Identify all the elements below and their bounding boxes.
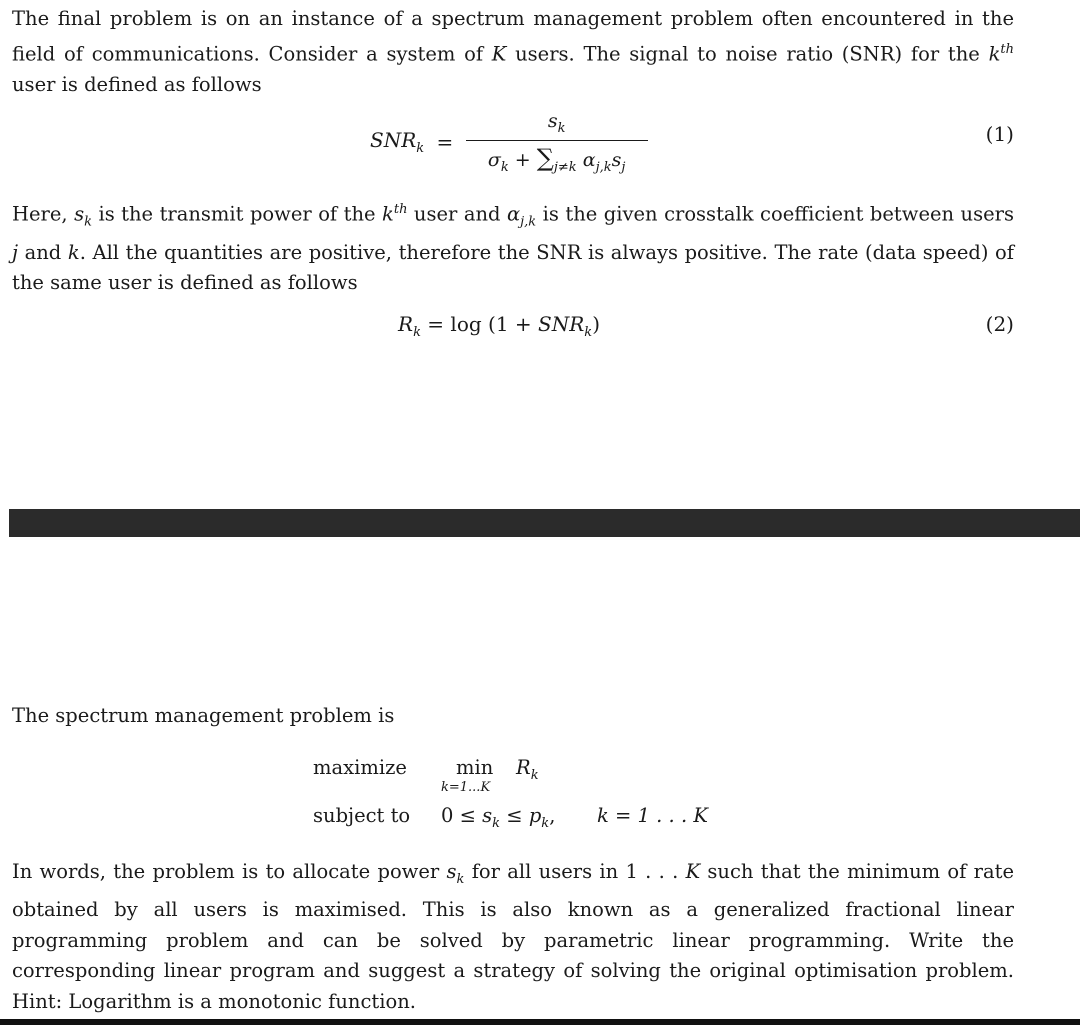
intro-text: user is defined as follows bbox=[12, 72, 262, 96]
eq2-rhs-close: ) bbox=[592, 312, 600, 336]
para3-text: such that the minimum of rate obtained by all users is maximised. This is also known as a generalized fractional linear programming problem and can be solved by parametric linear programming. Write the corresponding linear program and suggest a strategy of solving the original optimisation problem. Hint: Logarithm is a monotonic function. bbox=[12, 860, 1014, 1013]
eq2-lhs: R bbox=[398, 312, 414, 336]
bottom-rule bbox=[0, 1019, 1080, 1025]
constraint-range: k = 1 . . . K bbox=[597, 804, 708, 827]
eq1-plus: + bbox=[514, 149, 531, 172]
constraint bbox=[441, 804, 555, 831]
eq1-num-s: s bbox=[547, 110, 558, 132]
constraint-comma: , bbox=[549, 804, 556, 827]
eq2-snr: SNR bbox=[538, 312, 585, 336]
eq1-lhs-text: SNR bbox=[370, 128, 417, 153]
constraint-s: s bbox=[482, 804, 493, 827]
equation-number-2: (2) bbox=[985, 312, 1014, 336]
separator-bar bbox=[9, 509, 1080, 537]
para2-text: and bbox=[18, 240, 68, 264]
eq1-alpha: α bbox=[582, 149, 596, 172]
var-K: K bbox=[491, 42, 507, 65]
eq1-num-sub: k bbox=[557, 120, 566, 136]
problem-intro: The spectrum management problem is bbox=[12, 704, 395, 727]
para2-text: Here, bbox=[12, 202, 75, 226]
eq1-equals: = bbox=[436, 130, 454, 155]
explanation-paragraph bbox=[12, 857, 1014, 1017]
maximize-label: maximize bbox=[313, 756, 407, 779]
eq1-den-s-sub: j bbox=[621, 159, 626, 175]
equation-2 bbox=[398, 312, 600, 340]
eq2-snr-sub: k bbox=[584, 325, 593, 340]
subject-to-label: subject to bbox=[313, 804, 411, 827]
objective-R-sub: k bbox=[530, 767, 539, 783]
var-k: k bbox=[988, 42, 1001, 65]
var-s: s bbox=[74, 202, 85, 226]
eq1-lhs bbox=[370, 128, 425, 157]
constraint-text: 0 ≤ bbox=[441, 804, 483, 827]
intro-text: The final problem is on an instance of a spectrum management problem often encountered in the field of communications. Consider a system of bbox=[12, 7, 1014, 65]
intro-paragraph bbox=[12, 4, 1014, 100]
var-s: s bbox=[446, 860, 457, 883]
eq2-rhs: = log (1 + bbox=[420, 312, 539, 336]
para2-text: . All the quantities are positive, therefore the SNR is always positive. The rate (data speed) of the same user is defined as follows bbox=[12, 240, 1014, 295]
var-j: j bbox=[12, 240, 19, 264]
para3-text: for all users in 1 . . . bbox=[464, 860, 686, 883]
equation-number-1: (1) bbox=[985, 122, 1014, 146]
eq2-lhs-sub: k bbox=[413, 325, 421, 340]
eq1-lhs-sub: k bbox=[416, 141, 425, 157]
constraint-text: ≤ bbox=[500, 804, 529, 827]
superscript-th: th bbox=[1000, 41, 1014, 57]
var-s-sub: k bbox=[84, 214, 92, 230]
para2-text: is the given crosstalk coefficient between users bbox=[536, 202, 1014, 226]
var-alpha: α bbox=[506, 202, 521, 226]
eq1-sigma: σ bbox=[487, 149, 501, 172]
para2-text: user and bbox=[407, 202, 507, 226]
min-operator: min bbox=[456, 756, 494, 779]
objective-R-text: R bbox=[516, 756, 531, 779]
constraint-p-sub: k bbox=[541, 815, 550, 831]
summation-symbol: ∑ bbox=[536, 144, 554, 173]
var-k: k bbox=[67, 240, 80, 264]
superscript-th: th bbox=[393, 202, 408, 217]
intro-text: users. The signal to noise ratio (SNR) for the bbox=[506, 42, 989, 65]
eq1-alpha-sub: j,k bbox=[595, 159, 612, 175]
para2-text: is the transmit power of the bbox=[91, 202, 383, 226]
min-under-range: k=1...K bbox=[441, 780, 491, 795]
objective-R bbox=[516, 756, 539, 783]
equation-1 bbox=[370, 110, 648, 175]
eq1-denominator bbox=[488, 141, 626, 175]
var-k: k bbox=[382, 202, 394, 226]
constraint-p: p bbox=[528, 804, 542, 827]
eq1-sum-sub: j≠k bbox=[553, 159, 577, 175]
var-alpha-sub: j,k bbox=[520, 214, 537, 230]
var-K: K bbox=[685, 860, 701, 883]
eq1-fraction bbox=[466, 110, 648, 175]
definition-paragraph bbox=[12, 195, 1014, 299]
constraint-s-sub: k bbox=[492, 815, 501, 831]
eq1-sigma-sub: k bbox=[500, 159, 509, 175]
eq1-numerator bbox=[548, 110, 566, 140]
eq1-den-s: s bbox=[611, 149, 622, 172]
var-s-sub: k bbox=[456, 871, 465, 887]
para3-text: In words, the problem is to allocate power bbox=[12, 860, 447, 883]
